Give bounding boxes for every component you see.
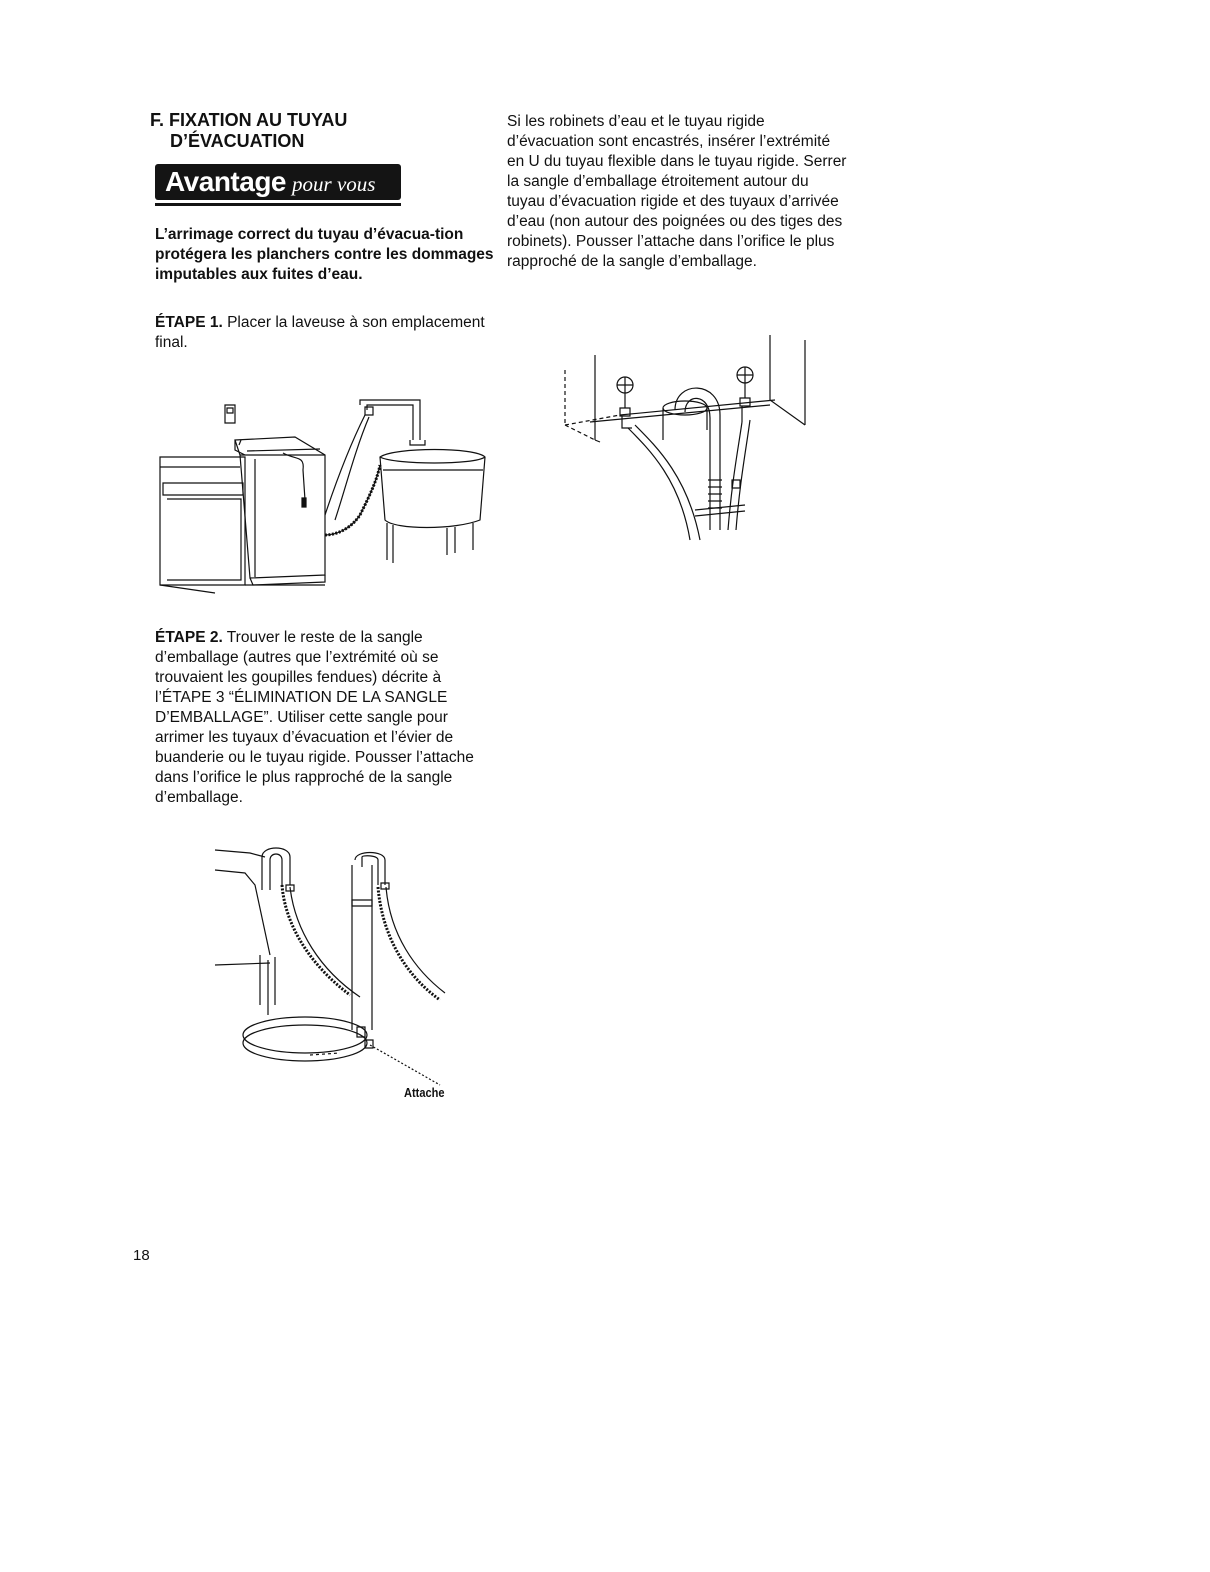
badge-sub-text: pour vous [292, 172, 376, 196]
right-column-paragraph: Si les robinets d’eau et le tuyau rigide d’évacuation sont encastrés, insérer l’extrémité en U du tuyau flexible dans le tuyau rigide. Serrer la sangle d’emballage étroitement autour du tuyau d’évacuation rigide et des tuyaux d’arrivée d’eau (non autour des poignées ou des tiges des robinets). Pousser l’attache dans l’orifice le plus rapproché de la sangle d’emballage. [507, 113, 847, 270]
step-1-label: ÉTAPE 1. [155, 314, 223, 331]
step-1-text: Placer la laveuse à son emplacement final. [155, 314, 485, 351]
washer-laundry-tub-illustration [155, 395, 495, 600]
badge-underline [155, 203, 401, 206]
heading-line-1: F. FIXATION AU TUYAU [150, 110, 348, 130]
step-2-label: ÉTAPE 2. [155, 629, 223, 646]
step-2-paragraph [155, 628, 495, 808]
recessed-faucets-standpipe-illustration [560, 330, 810, 550]
section-heading [150, 110, 490, 152]
intro-paragraph: L’arrimage correct du tuyau d’évacua-tion protégera les planchers contre les dommages imputables aux fuites d’eau. [155, 226, 494, 283]
avantage-badge [155, 164, 401, 200]
page-number: 18 [133, 1247, 150, 1264]
step-2-text: Trouver le reste de la sangle d’emballage (autres que l’extrémité où se trouvaient les goupilles fendues) décrite à l’ÉTAPE 3 “ÉLIMINATION DE LA SANGLE D’EMBALLAGE”. Utiliser cette sangle pour arrimer les tuyaux d’évacuation et l’évier de buanderie ou le tuyau rigide. Pousser l’attache dans l’orifice le plus rapproché de la sangle d’emballage. [155, 629, 474, 806]
heading-line-2: D’ÉVACUATION [170, 131, 305, 151]
step-1-paragraph [155, 313, 495, 353]
strap-attachment-illustration [210, 845, 460, 1080]
attache-label: Attache [404, 1085, 445, 1100]
badge-main-text: Avantage [165, 166, 287, 197]
